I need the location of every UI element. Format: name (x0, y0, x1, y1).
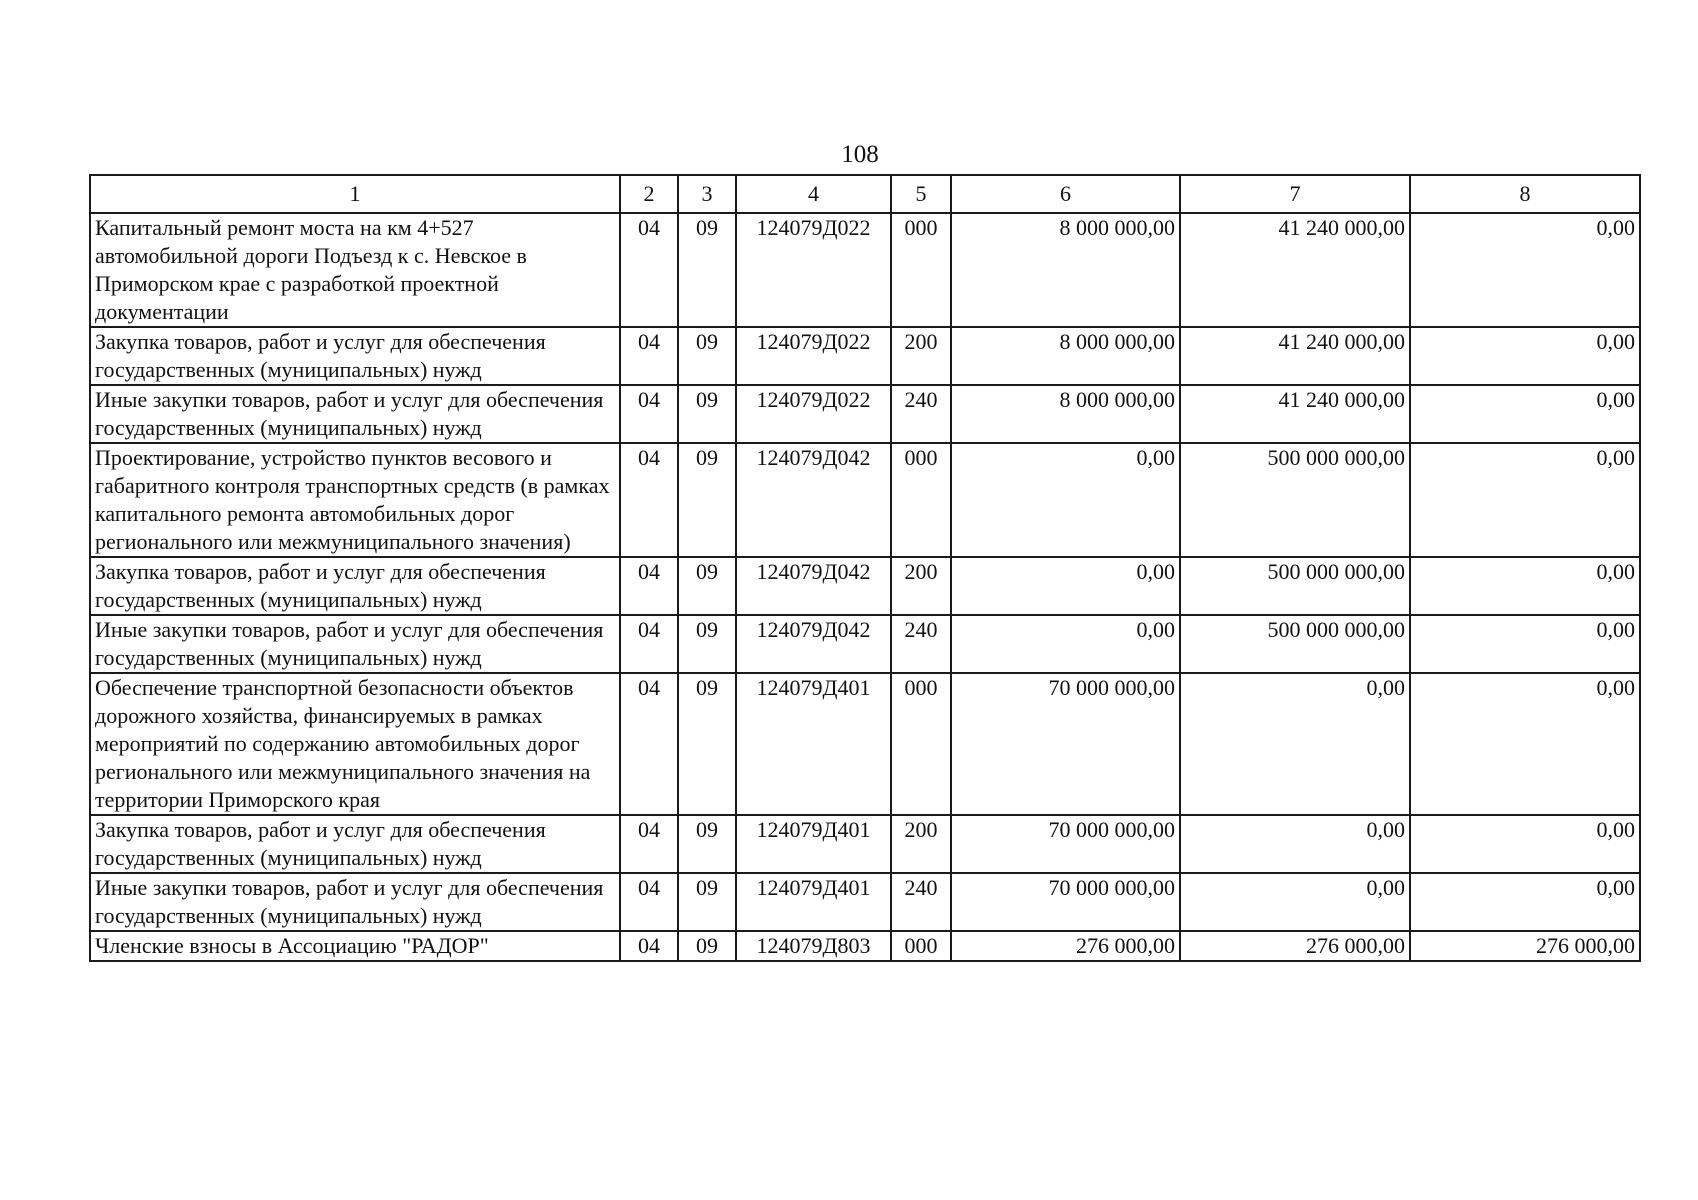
table-row (90, 931, 1640, 961)
row-amount-col7: 41 240 000,00 (1180, 327, 1410, 385)
table-row (90, 443, 1640, 557)
row-amount-col7: 0,00 (1180, 673, 1410, 815)
table-row (90, 815, 1640, 873)
row-name: Обеспечение транспортной безопасности объектов дорожного хозяйства, финансируемых в рамках мероприятий по содержанию автомобильных дорог регионального или межмуниципального значения на территории Приморского края (90, 673, 620, 815)
row-subsection: 09 (678, 557, 736, 615)
row-target-code: 124079Д401 (736, 873, 891, 931)
row-amount-col7: 41 240 000,00 (1180, 385, 1410, 443)
row-amount-col7: 0,00 (1180, 873, 1410, 931)
row-amount-col7: 500 000 000,00 (1180, 615, 1410, 673)
row-section: 04 (620, 931, 678, 961)
row-amount-col6: 276 000,00 (951, 931, 1180, 961)
row-amount-col6: 0,00 (951, 557, 1180, 615)
row-subsection: 09 (678, 327, 736, 385)
header-cell: 4 (736, 175, 891, 213)
row-subsection: 09 (678, 931, 736, 961)
row-amount-col7: 276 000,00 (1180, 931, 1410, 961)
row-amount-col8: 0,00 (1410, 873, 1640, 931)
row-amount-col8: 0,00 (1410, 557, 1640, 615)
header-cell: 5 (891, 175, 951, 213)
header-cell: 3 (678, 175, 736, 213)
row-amount-col6: 8 000 000,00 (951, 385, 1180, 443)
row-subsection: 09 (678, 673, 736, 815)
row-amount-col6: 70 000 000,00 (951, 673, 1180, 815)
row-amount-col6: 0,00 (951, 615, 1180, 673)
row-expense-type: 000 (891, 931, 951, 961)
row-section: 04 (620, 615, 678, 673)
row-amount-col8: 0,00 (1410, 213, 1640, 327)
page-number: 108 (841, 141, 879, 168)
row-target-code: 124079Д042 (736, 615, 891, 673)
row-target-code: 124079Д401 (736, 673, 891, 815)
row-name: Иные закупки товаров, работ и услуг для обеспечения государственных (муниципальных) нужд (90, 385, 620, 443)
header-row (90, 175, 1640, 213)
table-row (90, 213, 1640, 327)
row-amount-col6: 70 000 000,00 (951, 815, 1180, 873)
row-amount-col6: 70 000 000,00 (951, 873, 1180, 931)
table-row (90, 615, 1640, 673)
row-subsection: 09 (678, 615, 736, 673)
row-amount-col6: 0,00 (951, 443, 1180, 557)
row-section: 04 (620, 385, 678, 443)
row-name: Членские взносы в Ассоциацию "РАДОР" (90, 931, 620, 961)
row-amount-col7: 41 240 000,00 (1180, 213, 1410, 327)
row-amount-col7: 500 000 000,00 (1180, 443, 1410, 557)
row-amount-col8: 0,00 (1410, 327, 1640, 385)
header-cell: 8 (1410, 175, 1640, 213)
row-amount-col8: 0,00 (1410, 443, 1640, 557)
header-cell: 2 (620, 175, 678, 213)
row-amount-col8: 0,00 (1410, 815, 1640, 873)
row-amount-col8: 0,00 (1410, 385, 1640, 443)
row-amount-col8: 276 000,00 (1410, 931, 1640, 961)
row-name: Проектирование, устройство пунктов весового и габаритного контроля транспортных средств (в рамках капитального ремонта автомобильных дорог регионального или межмуниципального значения) (90, 443, 620, 557)
row-expense-type: 200 (891, 557, 951, 615)
row-section: 04 (620, 557, 678, 615)
row-subsection: 09 (678, 815, 736, 873)
row-section: 04 (620, 327, 678, 385)
row-name: Закупка товаров, работ и услуг для обеспечения государственных (муниципальных) нужд (90, 557, 620, 615)
row-target-code: 124079Д022 (736, 385, 891, 443)
table-row (90, 673, 1640, 815)
row-section: 04 (620, 673, 678, 815)
row-target-code: 124079Д042 (736, 443, 891, 557)
row-amount-col6: 8 000 000,00 (951, 213, 1180, 327)
row-expense-type: 240 (891, 385, 951, 443)
row-amount-col6: 8 000 000,00 (951, 327, 1180, 385)
header-cell: 1 (90, 175, 620, 213)
row-section: 04 (620, 873, 678, 931)
table-row (90, 873, 1640, 931)
row-section: 04 (620, 213, 678, 327)
row-subsection: 09 (678, 213, 736, 327)
row-name: Закупка товаров, работ и услуг для обеспечения государственных (муниципальных) нужд (90, 815, 620, 873)
row-expense-type: 240 (891, 615, 951, 673)
row-expense-type: 240 (891, 873, 951, 931)
row-expense-type: 200 (891, 815, 951, 873)
row-expense-type: 000 (891, 443, 951, 557)
row-subsection: 09 (678, 385, 736, 443)
row-name: Иные закупки товаров, работ и услуг для обеспечения государственных (муниципальных) нужд (90, 873, 620, 931)
table-row (90, 327, 1640, 385)
row-amount-col8: 0,00 (1410, 615, 1640, 673)
header-cell: 6 (951, 175, 1180, 213)
budget-table (89, 174, 1641, 962)
row-target-code: 124079Д022 (736, 327, 891, 385)
row-name: Иные закупки товаров, работ и услуг для обеспечения государственных (муниципальных) нужд (90, 615, 620, 673)
row-expense-type: 200 (891, 327, 951, 385)
row-amount-col7: 0,00 (1180, 815, 1410, 873)
row-subsection: 09 (678, 873, 736, 931)
row-section: 04 (620, 815, 678, 873)
row-amount-col8: 0,00 (1410, 673, 1640, 815)
row-amount-col7: 500 000 000,00 (1180, 557, 1410, 615)
row-expense-type: 000 (891, 673, 951, 815)
table-row (90, 557, 1640, 615)
row-target-code: 124079Д042 (736, 557, 891, 615)
row-name: Капитальный ремонт моста на км 4+527 автомобильной дороги Подъезд к с. Невское в Приморском крае с разработкой проектной документации (90, 213, 620, 327)
row-expense-type: 000 (891, 213, 951, 327)
row-section: 04 (620, 443, 678, 557)
row-target-code: 124079Д022 (736, 213, 891, 327)
table-row (90, 385, 1640, 443)
header-cell: 7 (1180, 175, 1410, 213)
row-target-code: 124079Д401 (736, 815, 891, 873)
row-name: Закупка товаров, работ и услуг для обеспечения государственных (муниципальных) нужд (90, 327, 620, 385)
row-subsection: 09 (678, 443, 736, 557)
row-target-code: 124079Д803 (736, 931, 891, 961)
